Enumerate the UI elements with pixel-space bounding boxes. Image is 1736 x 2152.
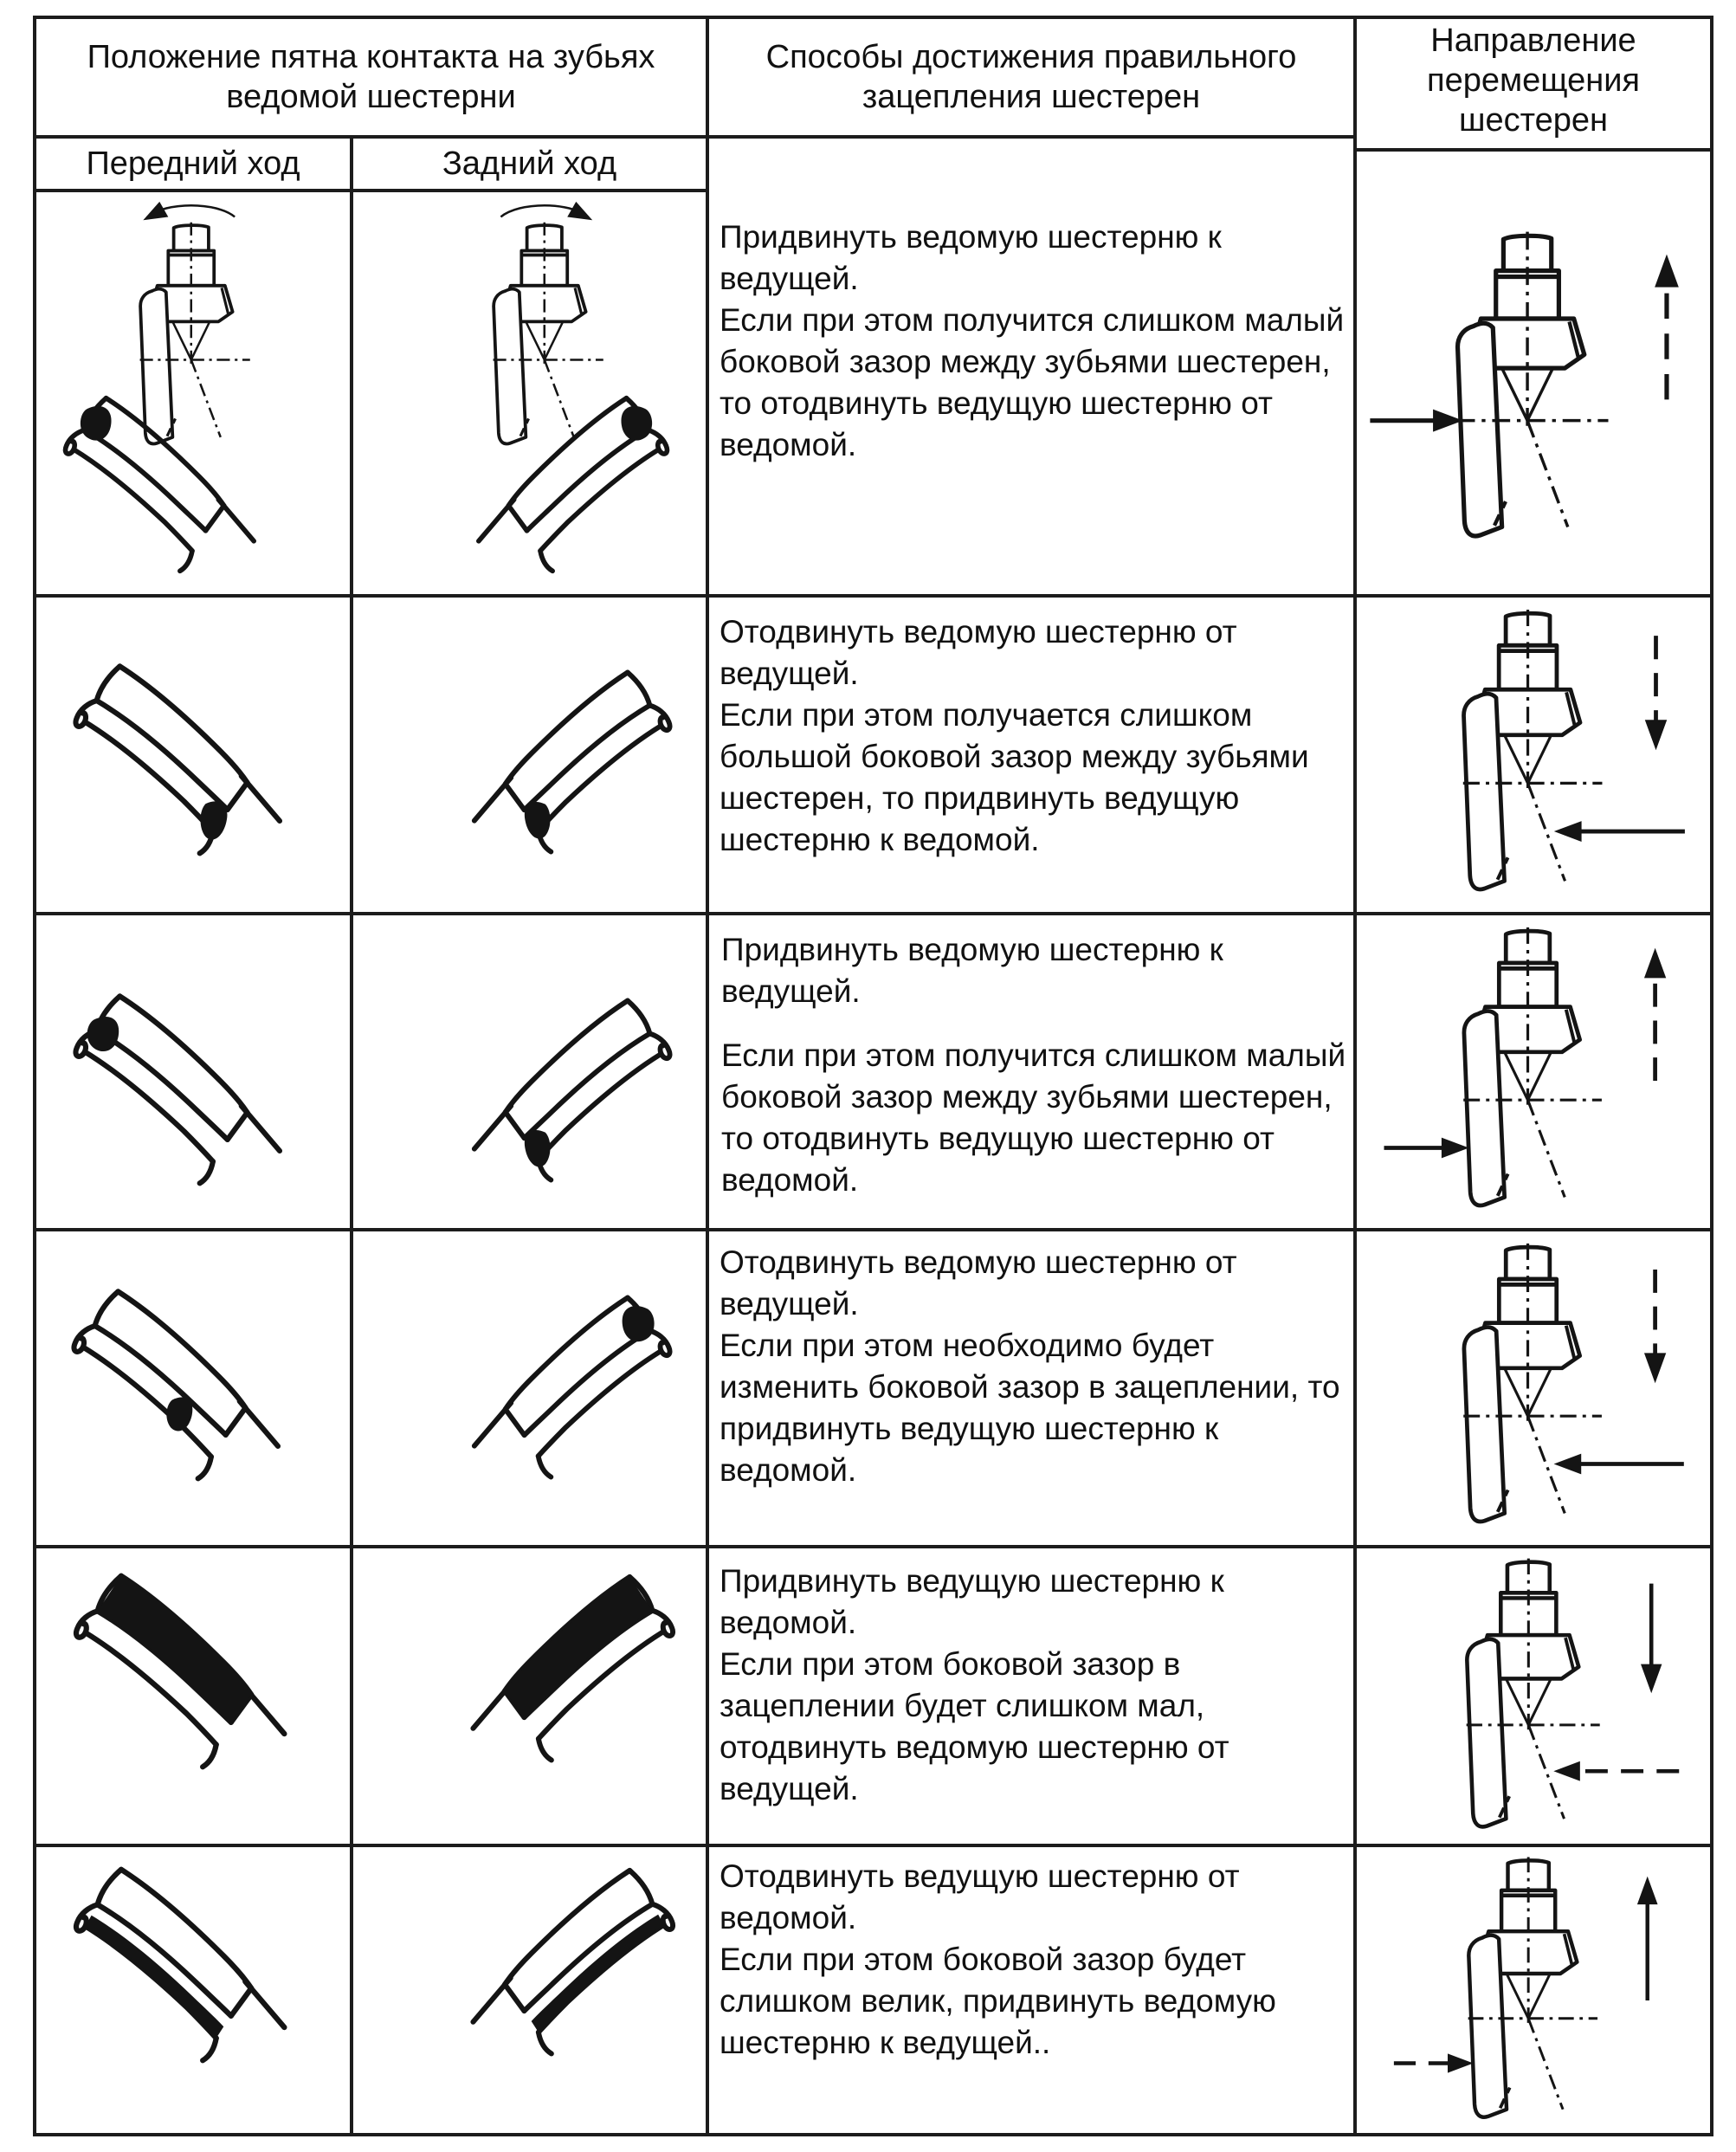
header-reverse (353, 139, 706, 189)
header-forward (36, 139, 350, 189)
gear-tooth-forward-icon (54, 1557, 310, 1787)
header-forward-label: Передний ход (86, 145, 300, 182)
row3-forward-illustration (36, 915, 350, 1225)
row4-reverse-illustration (353, 1231, 706, 1541)
instruction-paragraph: Придвинуть ведомую шестерню к ведущей. (720, 219, 1222, 296)
gear-tooth-forward-icon (54, 648, 305, 872)
row4-instruction (709, 1231, 1353, 1541)
table-border-line (1710, 16, 1713, 2136)
gear-tooth-reverse-icon (450, 983, 691, 1199)
contact-patch (621, 406, 652, 441)
gear-tooth-reverse-icon (449, 1559, 694, 1779)
header-methods (709, 19, 1353, 135)
header-direction (1357, 17, 1710, 148)
header-contact-position (36, 19, 706, 135)
move-left-arrow-solid-icon (1554, 821, 1685, 842)
pinion-move-diagram-icon (1386, 1851, 1681, 2126)
row1-forward-illustration (36, 192, 350, 591)
row5-direction-diagram (1357, 1548, 1710, 1840)
contact-patch (201, 801, 228, 839)
header-methods-label: Способы достижения правильного зацепления шестерен (765, 39, 1297, 115)
move-down-arrow-dashed-icon (1645, 636, 1667, 750)
contact-patch (87, 1017, 119, 1051)
move-right-arrow-solid-icon (1370, 410, 1462, 432)
contact-patch (525, 1130, 551, 1166)
instruction-paragraph: Придвинуть ведущую шестерню к ведомой. (720, 1563, 1224, 1640)
contact-patch (525, 802, 551, 838)
move-left-arrow-solid-icon (1554, 1454, 1684, 1475)
instruction-paragraph: Если при этом получается слишком большой боковой зазор между зубьями шестерен, то придвинуть ведущую шестерню к ведомой. (720, 697, 1309, 857)
row6-instruction (709, 1847, 1353, 2133)
row5-forward-illustration (36, 1548, 350, 1840)
row2-direction-diagram (1357, 598, 1710, 908)
contact-patch (81, 406, 112, 441)
pinion-move-diagram-icon (1361, 224, 1706, 546)
instruction-paragraph: Если при этом боковой зазор будет слишком велик, придвинуть ведомую шестерню к ведущей.. (720, 1942, 1276, 2060)
row3-reverse-illustration (353, 915, 706, 1225)
row2-forward-illustration (36, 598, 350, 908)
move-right-arrow-dashed-icon (1394, 2053, 1474, 2072)
gear-tooth-reverse-icon (450, 1280, 691, 1496)
table-border-line (33, 2133, 1713, 2136)
gear-tooth-forward-icon (45, 381, 277, 589)
gear-tooth-reverse-icon (450, 655, 691, 870)
move-right-arrow-solid-icon (1384, 1138, 1469, 1159)
gear-tooth-forward-icon (54, 978, 305, 1202)
row1-reverse-illustration (353, 192, 706, 591)
pinion-move-diagram-icon (1382, 1552, 1686, 1836)
row4-forward-illustration (36, 1231, 350, 1541)
move-up-arrow-dashed-icon (1644, 948, 1666, 1081)
contact-patch (623, 1306, 655, 1341)
row3-instruction (709, 915, 1353, 1225)
row6-direction-diagram (1357, 1847, 1710, 2133)
row1-direction-diagram (1357, 152, 1710, 594)
row3-direction-diagram (1357, 915, 1710, 1225)
instruction-paragraph: Если при этом получится слишком малый боковой зазор между зубьями шестерен, то отодвинуть ведущую шестерню от ведомой. (721, 1037, 1346, 1198)
row5-reverse-illustration (353, 1548, 706, 1840)
pinion-move-diagram-icon (1376, 1237, 1691, 1531)
header-reverse-label: Задний ход (442, 145, 617, 182)
instruction-paragraph: Если при этом получится слишком малый боковой зазор между зубьями шестерен, то отодвинуть ведущую шестерню от ведомой. (720, 302, 1345, 462)
gear-tooth-reverse-icon (455, 381, 687, 589)
move-down-arrow-dashed-icon (1644, 1270, 1666, 1383)
rotation-arrowhead-icon (567, 202, 592, 220)
pinion-move-diagram-icon (1376, 921, 1691, 1215)
row6-reverse-illustration (353, 1847, 706, 2133)
instruction-paragraph: Если при этом необходимо будет изменить боковой зазор в зацеплении, то придвинуть ведущую шестерню к ведомой. (720, 1328, 1340, 1488)
gear-tooth-reverse-icon (449, 1852, 694, 2072)
move-up-arrow-dashed-icon (1655, 255, 1679, 400)
header-direction-label: Направление перемещения шестерен (1427, 23, 1640, 139)
gear-tooth-forward-icon (54, 1851, 310, 2080)
rotation-arrowhead-icon (143, 202, 168, 220)
contact-patch (166, 1398, 192, 1431)
move-up-arrow-solid-icon (1637, 1877, 1658, 2000)
row2-reverse-illustration (353, 598, 706, 908)
instruction-paragraph: Отодвинуть ведущую шестерню от ведомой. (720, 1858, 1240, 1936)
instruction-paragraph: Отодвинуть ведомую шестерню от ведущей. (720, 1244, 1237, 1322)
move-left-arrow-dashed-icon (1553, 1761, 1679, 1781)
row6-forward-illustration (36, 1847, 350, 2133)
header-contact-position-label: Положение пятна контакта на зубьях ведомой шестерни (87, 39, 655, 115)
gear-tooth-forward-icon (52, 1273, 303, 1497)
pinion-move-diagram-icon (1375, 603, 1692, 899)
instruction-paragraph: Если при этом боковой зазор в зацеплении будет слишком мал, отодвинуть ведомую шестерню от ведущей. (720, 1646, 1229, 1806)
instruction-paragraph: Придвинуть ведомую шестерню к ведущей. (721, 932, 1223, 1009)
move-down-arrow-solid-icon (1641, 1584, 1662, 1694)
row5-instruction (709, 1548, 1353, 1840)
row2-instruction (709, 598, 1353, 908)
row4-direction-diagram (1357, 1231, 1710, 1541)
row1-instruction (709, 192, 1353, 591)
instruction-paragraph: Отодвинуть ведомую шестерню от ведущей. (720, 614, 1237, 691)
